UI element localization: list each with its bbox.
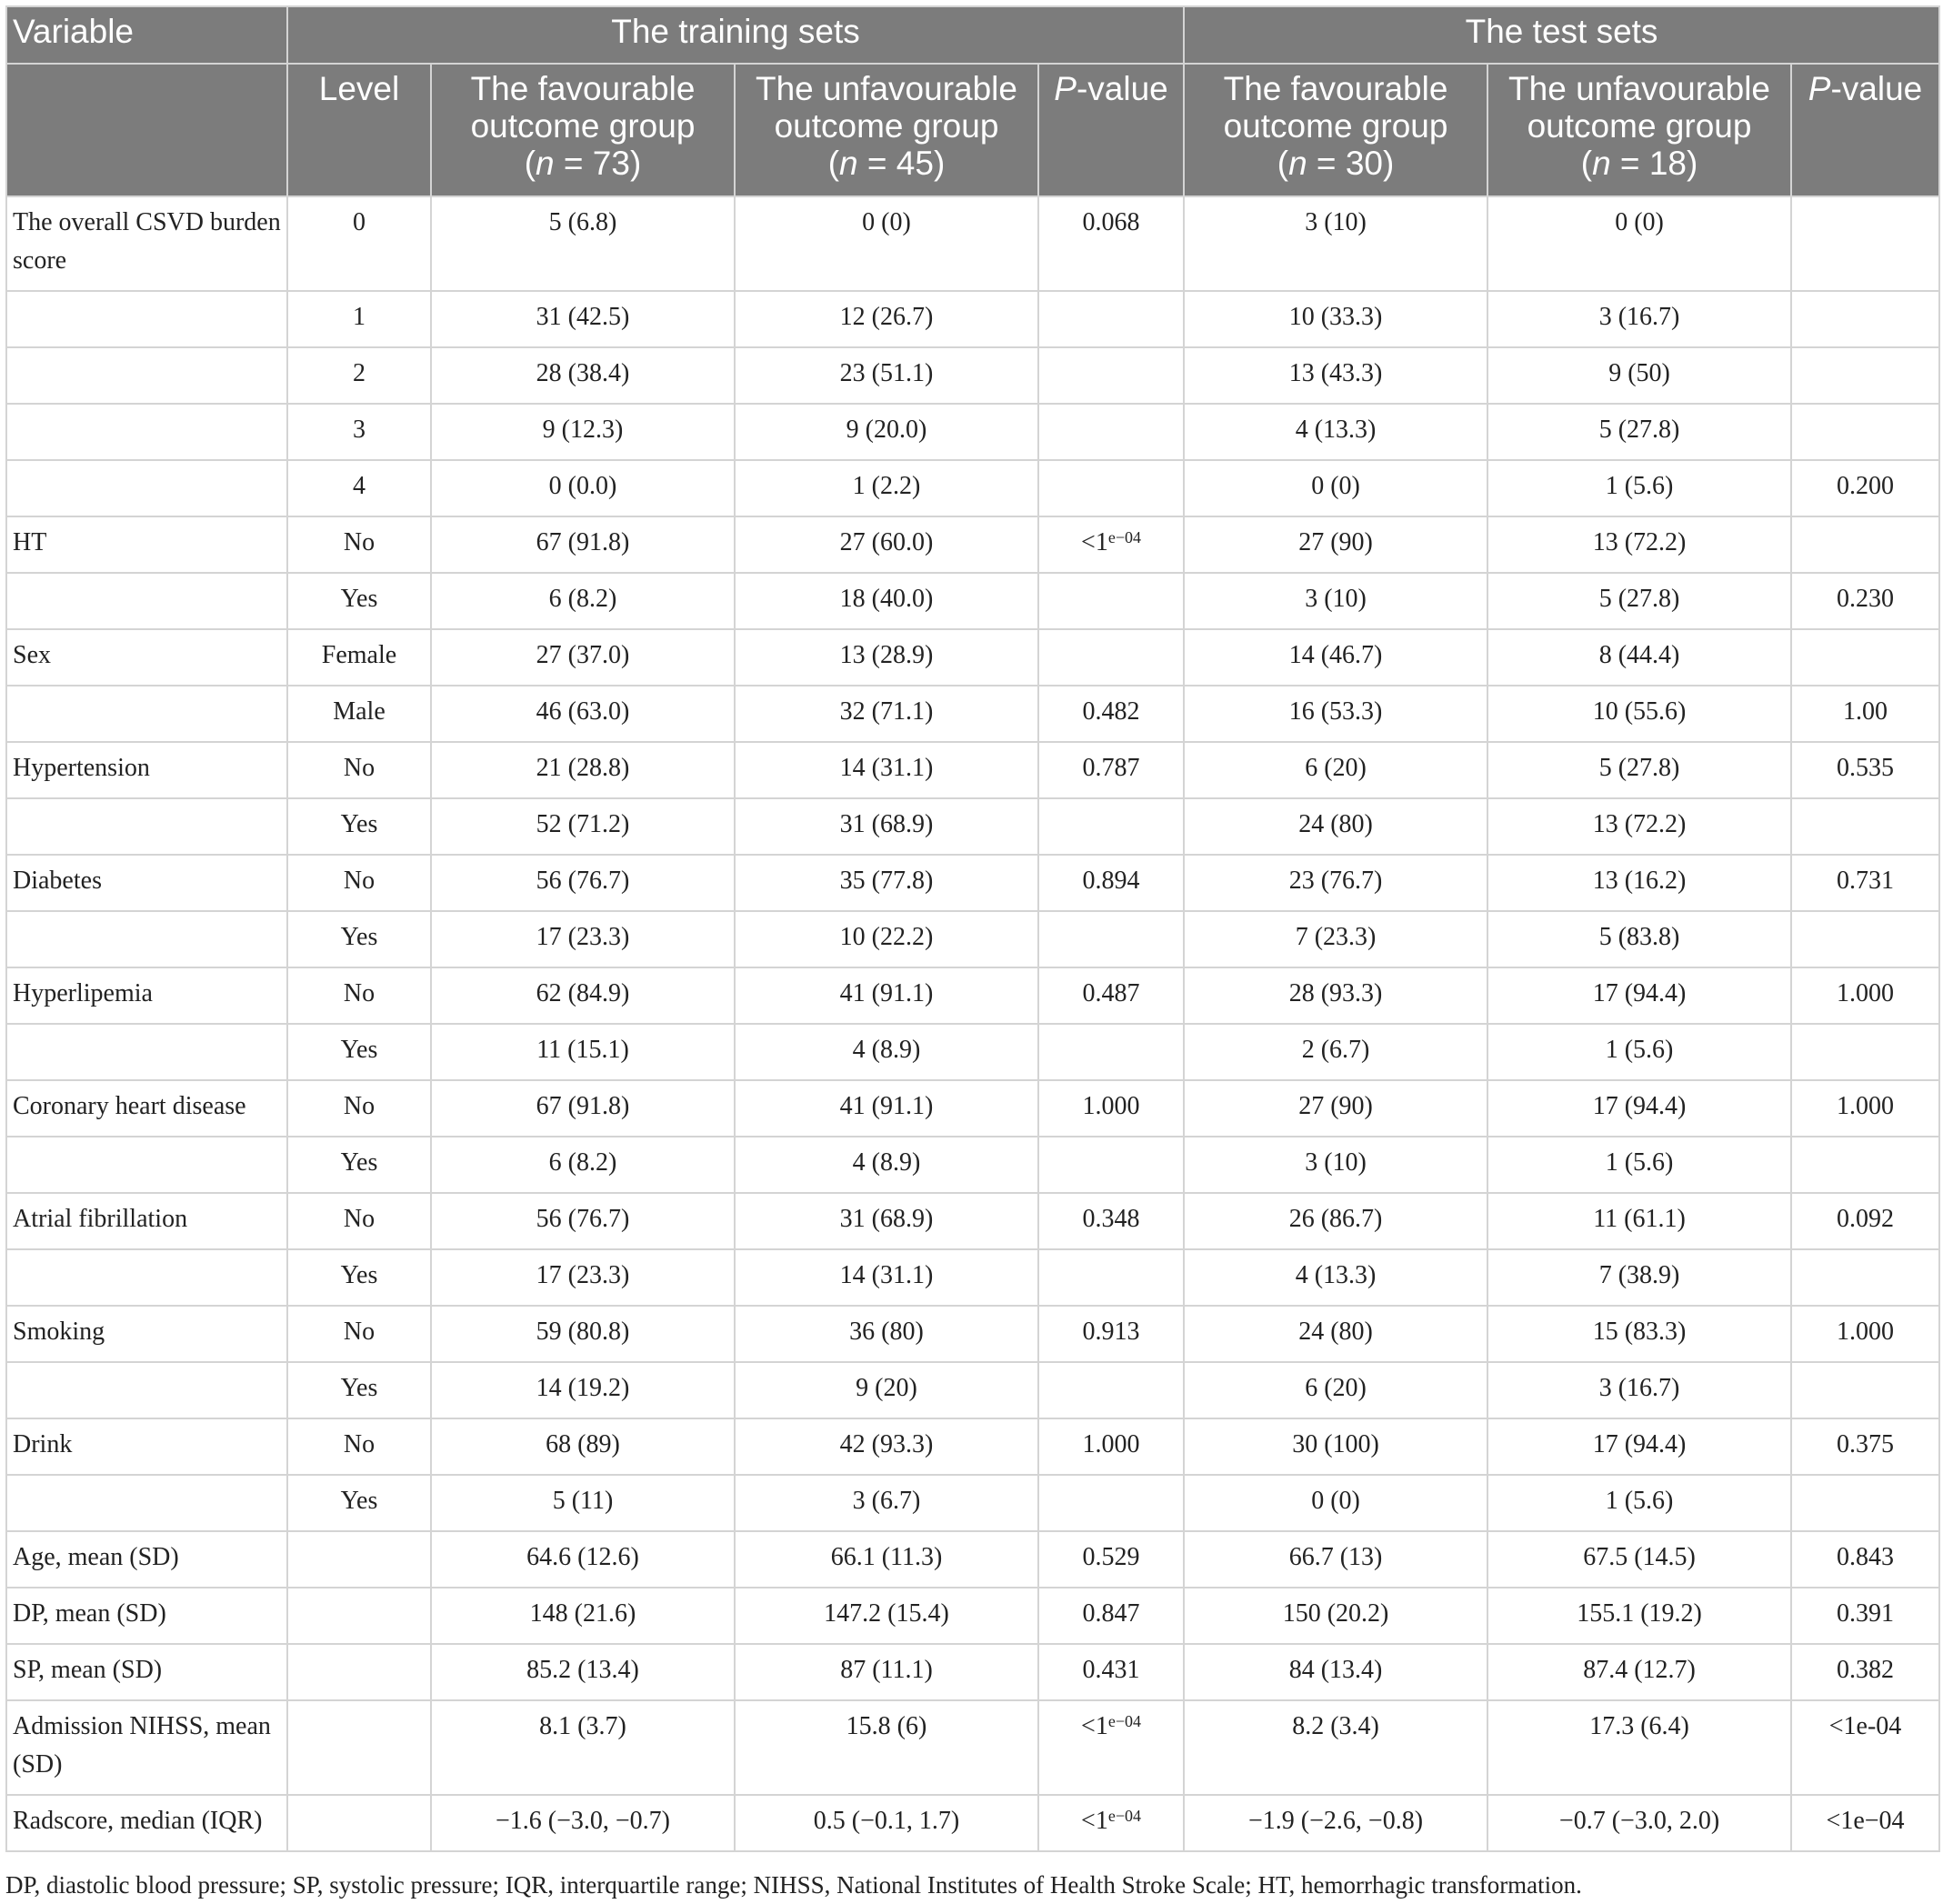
variable-cell bbox=[6, 911, 287, 967]
train-favourable-cell: 28 (38.4) bbox=[431, 347, 735, 404]
level-cell: 3 bbox=[287, 404, 431, 460]
header-empty bbox=[6, 64, 287, 196]
train-p-value-cell: 0.348 bbox=[1038, 1193, 1184, 1249]
test-p-value-cell: 1.000 bbox=[1791, 967, 1939, 1024]
train-unfavourable-cell: 42 (93.3) bbox=[735, 1418, 1038, 1475]
table-row bbox=[6, 1362, 1939, 1418]
test-favourable-cell: 28 (93.3) bbox=[1184, 967, 1487, 1024]
table-row bbox=[6, 1306, 1939, 1362]
train-unfav-n: 45 bbox=[896, 145, 934, 182]
level-cell: Male bbox=[287, 686, 431, 742]
table-row bbox=[6, 516, 1939, 573]
test-unfavourable-cell: 13 (72.2) bbox=[1487, 516, 1791, 573]
test-p-value-cell: 0.092 bbox=[1791, 1193, 1939, 1249]
train-favourable-cell: 31 (42.5) bbox=[431, 291, 735, 347]
test-unfavourable-cell: −0.7 (−3.0, 2.0) bbox=[1487, 1795, 1791, 1851]
test-unfavourable-cell: 3 (16.7) bbox=[1487, 1362, 1791, 1418]
train-p-value-cell bbox=[1038, 460, 1184, 516]
train-favourable-cell: 56 (76.7) bbox=[431, 855, 735, 911]
level-cell bbox=[287, 1531, 431, 1588]
test-p-value-cell: 0.375 bbox=[1791, 1418, 1939, 1475]
table-footnote: DP, diastolic blood pressure; SP, systolic pressure; IQR, interquartile range; NIHSS, National Institutes of Health Stroke Scale; HT, hemorrhagic transformation. bbox=[5, 1871, 1582, 1899]
test-p-value-cell bbox=[1791, 516, 1939, 573]
test-favourable-cell: 150 (20.2) bbox=[1184, 1588, 1487, 1644]
table-row bbox=[6, 196, 1939, 291]
train-p-value-cell bbox=[1038, 1475, 1184, 1531]
test-p-value-cell: 1.00 bbox=[1791, 686, 1939, 742]
header-training-sets: The training sets bbox=[287, 6, 1184, 64]
variable-cell bbox=[6, 573, 287, 629]
train-p-value-cell: 0.787 bbox=[1038, 742, 1184, 798]
variable-cell: Diabetes bbox=[6, 855, 287, 911]
train-favourable-cell: 8.1 (3.7) bbox=[431, 1700, 735, 1795]
baseline-characteristics-table bbox=[5, 5, 1940, 1852]
train-unfavourable-cell: 18 (40.0) bbox=[735, 573, 1038, 629]
train-favourable-cell: 17 (23.3) bbox=[431, 911, 735, 967]
test-favourable-cell: 27 (90) bbox=[1184, 516, 1487, 573]
test-favourable-cell: 6 (20) bbox=[1184, 742, 1487, 798]
train-favourable-cell: 17 (23.3) bbox=[431, 1249, 735, 1306]
train-p-value-cell: 1.000 bbox=[1038, 1418, 1184, 1475]
train-unfavourable-cell: 4 (8.9) bbox=[735, 1137, 1038, 1193]
train-favourable-cell: 5 (11) bbox=[431, 1475, 735, 1531]
header-level: Level bbox=[287, 64, 431, 196]
level-cell: No bbox=[287, 855, 431, 911]
train-unfavourable-cell: 23 (51.1) bbox=[735, 347, 1038, 404]
train-p-value-cell: 0.529 bbox=[1038, 1531, 1184, 1588]
train-favourable-cell: 0 (0.0) bbox=[431, 460, 735, 516]
train-favourable-cell: 68 (89) bbox=[431, 1418, 735, 1475]
train-p-value-cell: 0.894 bbox=[1038, 855, 1184, 911]
table-row bbox=[6, 1475, 1939, 1531]
table-row bbox=[6, 1249, 1939, 1306]
test-p-value-cell bbox=[1791, 798, 1939, 855]
header-variable: Variable bbox=[6, 6, 287, 64]
header-train-unfavourable: The unfavourable outcome group (n = 45) bbox=[735, 64, 1038, 196]
train-favourable-cell: 67 (91.8) bbox=[431, 1080, 735, 1137]
test-favourable-cell: 3 (10) bbox=[1184, 196, 1487, 291]
header-test-unfavourable: The unfavourable outcome group (n = 18) bbox=[1487, 64, 1791, 196]
test-favourable-cell: 66.7 (13) bbox=[1184, 1531, 1487, 1588]
table-row bbox=[6, 460, 1939, 516]
level-cell: No bbox=[287, 742, 431, 798]
train-favourable-cell: 85.2 (13.4) bbox=[431, 1644, 735, 1700]
header-unfav-line1: The unfavourable bbox=[756, 70, 1017, 107]
test-p-value-cell bbox=[1791, 1249, 1939, 1306]
p-value-exponent: e−04 bbox=[1107, 1807, 1141, 1825]
test-fav-n: 30 bbox=[1345, 145, 1383, 182]
test-favourable-cell: 84 (13.4) bbox=[1184, 1644, 1487, 1700]
header-test-favourable: The favourable outcome group (n = 30) bbox=[1184, 64, 1487, 196]
test-favourable-cell: 10 (33.3) bbox=[1184, 291, 1487, 347]
p-value-exponent: e−04 bbox=[1107, 528, 1141, 546]
table-row bbox=[6, 1024, 1939, 1080]
test-p-value-cell: <1e−04 bbox=[1791, 1795, 1939, 1851]
train-unfavourable-cell: 36 (80) bbox=[735, 1306, 1038, 1362]
test-p-value-cell: 1.000 bbox=[1791, 1080, 1939, 1137]
table-row bbox=[6, 686, 1939, 742]
test-unfavourable-cell: 3 (16.7) bbox=[1487, 291, 1791, 347]
test-favourable-cell: 0 (0) bbox=[1184, 1475, 1487, 1531]
test-p-value-cell bbox=[1791, 291, 1939, 347]
header-fav-line1: The favourable bbox=[470, 70, 696, 107]
train-unfavourable-cell: 4 (8.9) bbox=[735, 1024, 1038, 1080]
train-unfavourable-cell: 41 (91.1) bbox=[735, 1080, 1038, 1137]
test-unfav-n: 18 bbox=[1648, 145, 1687, 182]
test-favourable-cell: 3 (10) bbox=[1184, 1137, 1487, 1193]
train-favourable-cell: 14 (19.2) bbox=[431, 1362, 735, 1418]
train-unfavourable-cell: 1 (2.2) bbox=[735, 460, 1038, 516]
test-unfavourable-cell: 1 (5.6) bbox=[1487, 1024, 1791, 1080]
train-unfavourable-cell: 12 (26.7) bbox=[735, 291, 1038, 347]
test-favourable-cell: 24 (80) bbox=[1184, 798, 1487, 855]
train-unfavourable-cell: 14 (31.1) bbox=[735, 1249, 1038, 1306]
train-p-value-cell bbox=[1038, 404, 1184, 460]
test-favourable-cell: 14 (46.7) bbox=[1184, 629, 1487, 686]
header-train-p-value: P-value bbox=[1038, 64, 1184, 196]
train-favourable-cell: 46 (63.0) bbox=[431, 686, 735, 742]
test-unfavourable-cell: 17 (94.4) bbox=[1487, 1080, 1791, 1137]
train-p-value-cell: 0.913 bbox=[1038, 1306, 1184, 1362]
variable-cell bbox=[6, 347, 287, 404]
train-favourable-cell: 6 (8.2) bbox=[431, 1137, 735, 1193]
train-p-value-cell: $<1^{e-04}$ bbox=[1038, 1700, 1184, 1795]
header-test-p-value: P-value bbox=[1791, 64, 1939, 196]
test-p-value-cell bbox=[1791, 196, 1939, 291]
train-unfavourable-cell: 9 (20.0) bbox=[735, 404, 1038, 460]
test-unfavourable-cell: 15 (83.3) bbox=[1487, 1306, 1791, 1362]
level-cell: Yes bbox=[287, 1249, 431, 1306]
test-p-value-cell bbox=[1791, 911, 1939, 967]
train-p-value-cell: 0.847 bbox=[1038, 1588, 1184, 1644]
train-p-value-cell: $<1^{e-04}$ bbox=[1038, 516, 1184, 573]
variable-cell: Drink bbox=[6, 1418, 287, 1475]
test-p-value-cell: <1e-04 bbox=[1791, 1700, 1939, 1795]
test-unfavourable-cell: 17 (94.4) bbox=[1487, 1418, 1791, 1475]
train-p-value-cell bbox=[1038, 629, 1184, 686]
test-unfavourable-cell: 0 (0) bbox=[1487, 196, 1791, 291]
level-cell: No bbox=[287, 1306, 431, 1362]
header-fav-line2: outcome group bbox=[470, 107, 696, 145]
level-cell: Yes bbox=[287, 1137, 431, 1193]
test-favourable-cell: 23 (76.7) bbox=[1184, 855, 1487, 911]
variable-cell: Hyperlipemia bbox=[6, 967, 287, 1024]
train-unfavourable-cell: 15.8 (6) bbox=[735, 1700, 1038, 1795]
test-p-value-cell bbox=[1791, 347, 1939, 404]
test-favourable-cell: 27 (90) bbox=[1184, 1080, 1487, 1137]
test-favourable-cell: 30 (100) bbox=[1184, 1418, 1487, 1475]
train-favourable-cell: 64.6 (12.6) bbox=[431, 1531, 735, 1588]
test-favourable-cell: 4 (13.3) bbox=[1184, 404, 1487, 460]
train-p-value-cell bbox=[1038, 573, 1184, 629]
test-p-value-cell bbox=[1791, 404, 1939, 460]
train-p-value-cell bbox=[1038, 1137, 1184, 1193]
variable-cell bbox=[6, 1249, 287, 1306]
test-favourable-cell: 2 (6.7) bbox=[1184, 1024, 1487, 1080]
test-unfavourable-cell: 13 (72.2) bbox=[1487, 798, 1791, 855]
test-favourable-cell: 4 (13.3) bbox=[1184, 1249, 1487, 1306]
header-unfav-line2: outcome group bbox=[774, 107, 999, 145]
table-row bbox=[6, 1418, 1939, 1475]
train-p-value-cell bbox=[1038, 911, 1184, 967]
table-row bbox=[6, 404, 1939, 460]
test-unfavourable-cell: 1 (5.6) bbox=[1487, 1137, 1791, 1193]
test-unfavourable-cell: 10 (55.6) bbox=[1487, 686, 1791, 742]
test-favourable-cell: 16 (53.3) bbox=[1184, 686, 1487, 742]
level-cell: Yes bbox=[287, 911, 431, 967]
train-p-value-cell: $<1^{e-04}$ bbox=[1038, 1795, 1184, 1851]
level-cell: No bbox=[287, 516, 431, 573]
table-row bbox=[6, 1531, 1939, 1588]
header-test-sets: The test sets bbox=[1184, 6, 1939, 64]
train-unfavourable-cell: 27 (60.0) bbox=[735, 516, 1038, 573]
level-cell: No bbox=[287, 1193, 431, 1249]
train-fav-n: 73 bbox=[592, 145, 630, 182]
train-p-value-cell bbox=[1038, 1362, 1184, 1418]
train-favourable-cell: 67 (91.8) bbox=[431, 516, 735, 573]
table-row bbox=[6, 291, 1939, 347]
header-train-favourable: The favourable outcome group (n = 73) bbox=[431, 64, 735, 196]
level-cell: 0 bbox=[287, 196, 431, 291]
level-cell: 4 bbox=[287, 460, 431, 516]
table-row bbox=[6, 347, 1939, 404]
train-unfavourable-cell: 31 (68.9) bbox=[735, 1193, 1038, 1249]
test-unfavourable-cell: 5 (27.8) bbox=[1487, 742, 1791, 798]
test-unfavourable-cell: 155.1 (19.2) bbox=[1487, 1588, 1791, 1644]
table-row bbox=[6, 1588, 1939, 1644]
level-cell: Yes bbox=[287, 1362, 431, 1418]
variable-cell bbox=[6, 1475, 287, 1531]
variable-cell: Sex bbox=[6, 629, 287, 686]
train-p-value-cell bbox=[1038, 347, 1184, 404]
variable-cell: Coronary heart disease bbox=[6, 1080, 287, 1137]
level-cell bbox=[287, 1588, 431, 1644]
train-favourable-cell: 9 (12.3) bbox=[431, 404, 735, 460]
level-cell: No bbox=[287, 1080, 431, 1137]
train-favourable-cell: 21 (28.8) bbox=[431, 742, 735, 798]
variable-cell bbox=[6, 1137, 287, 1193]
test-p-value-cell: 0.230 bbox=[1791, 573, 1939, 629]
level-cell: No bbox=[287, 1418, 431, 1475]
test-p-value-cell: 0.391 bbox=[1791, 1588, 1939, 1644]
test-unfavourable-cell: 5 (27.8) bbox=[1487, 404, 1791, 460]
train-favourable-cell: 11 (15.1) bbox=[431, 1024, 735, 1080]
header-row-groups bbox=[6, 6, 1939, 64]
train-p-value-cell bbox=[1038, 291, 1184, 347]
level-cell: Yes bbox=[287, 1024, 431, 1080]
variable-cell: SP, mean (SD) bbox=[6, 1644, 287, 1700]
test-favourable-cell: 24 (80) bbox=[1184, 1306, 1487, 1362]
level-cell: Yes bbox=[287, 798, 431, 855]
table-row bbox=[6, 798, 1939, 855]
table-row bbox=[6, 1644, 1939, 1700]
level-cell: No bbox=[287, 967, 431, 1024]
test-p-value-cell: 0.731 bbox=[1791, 855, 1939, 911]
train-unfavourable-cell: 41 (91.1) bbox=[735, 967, 1038, 1024]
table-row bbox=[6, 1080, 1939, 1137]
train-favourable-cell: 27 (37.0) bbox=[431, 629, 735, 686]
train-p-value-cell: 0.482 bbox=[1038, 686, 1184, 742]
test-unfavourable-cell: 11 (61.1) bbox=[1487, 1193, 1791, 1249]
test-unfavourable-cell: 7 (38.9) bbox=[1487, 1249, 1791, 1306]
table-row bbox=[6, 629, 1939, 686]
train-p-value-cell bbox=[1038, 1249, 1184, 1306]
variable-cell: Hypertension bbox=[6, 742, 287, 798]
test-favourable-cell: 8.2 (3.4) bbox=[1184, 1700, 1487, 1795]
train-p-value-cell bbox=[1038, 798, 1184, 855]
test-unfavourable-cell: 87.4 (12.7) bbox=[1487, 1644, 1791, 1700]
table-row bbox=[6, 573, 1939, 629]
train-p-value-cell: 1.000 bbox=[1038, 1080, 1184, 1137]
train-p-value-cell: 0.431 bbox=[1038, 1644, 1184, 1700]
variable-cell: Atrial fibrillation bbox=[6, 1193, 287, 1249]
level-cell bbox=[287, 1700, 431, 1795]
test-favourable-cell: 13 (43.3) bbox=[1184, 347, 1487, 404]
table-row bbox=[6, 911, 1939, 967]
level-cell bbox=[287, 1795, 431, 1851]
level-cell: Yes bbox=[287, 573, 431, 629]
table-row bbox=[6, 967, 1939, 1024]
variable-cell bbox=[6, 404, 287, 460]
variable-cell: Admission NIHSS, mean (SD) bbox=[6, 1700, 287, 1795]
table-body bbox=[6, 196, 1939, 1851]
p-value-exponent: e−04 bbox=[1107, 1712, 1141, 1730]
table-row bbox=[6, 742, 1939, 798]
train-unfavourable-cell: 0.5 (−0.1, 1.7) bbox=[735, 1795, 1038, 1851]
variable-cell: DP, mean (SD) bbox=[6, 1588, 287, 1644]
test-p-value-cell bbox=[1791, 1137, 1939, 1193]
level-cell: Yes bbox=[287, 1475, 431, 1531]
test-unfavourable-cell: 1 (5.6) bbox=[1487, 1475, 1791, 1531]
test-unfavourable-cell: 13 (16.2) bbox=[1487, 855, 1791, 911]
test-unfavourable-cell: 17.3 (6.4) bbox=[1487, 1700, 1791, 1795]
variable-cell bbox=[6, 1024, 287, 1080]
level-cell: 2 bbox=[287, 347, 431, 404]
test-p-value-cell bbox=[1791, 1475, 1939, 1531]
train-unfavourable-cell: 35 (77.8) bbox=[735, 855, 1038, 911]
test-unfavourable-cell: 67.5 (14.5) bbox=[1487, 1531, 1791, 1588]
variable-cell: Smoking bbox=[6, 1306, 287, 1362]
train-unfavourable-cell: 0 (0) bbox=[735, 196, 1038, 291]
train-unfavourable-cell: 147.2 (15.4) bbox=[735, 1588, 1038, 1644]
test-favourable-cell: 26 (86.7) bbox=[1184, 1193, 1487, 1249]
train-favourable-cell: 52 (71.2) bbox=[431, 798, 735, 855]
test-favourable-cell: 3 (10) bbox=[1184, 573, 1487, 629]
train-unfavourable-cell: 10 (22.2) bbox=[735, 911, 1038, 967]
train-favourable-cell: 148 (21.6) bbox=[431, 1588, 735, 1644]
train-unfavourable-cell: 87 (11.1) bbox=[735, 1644, 1038, 1700]
test-p-value-cell: 0.382 bbox=[1791, 1644, 1939, 1700]
variable-cell bbox=[6, 798, 287, 855]
train-p-value-cell: 0.068 bbox=[1038, 196, 1184, 291]
test-p-value-cell bbox=[1791, 1024, 1939, 1080]
table-row bbox=[6, 1193, 1939, 1249]
test-unfavourable-cell: 5 (83.8) bbox=[1487, 911, 1791, 967]
test-favourable-cell: −1.9 (−2.6, −0.8) bbox=[1184, 1795, 1487, 1851]
level-cell: Female bbox=[287, 629, 431, 686]
variable-cell: Radscore, median (IQR) bbox=[6, 1795, 287, 1851]
variable-cell: The overall CSVD burden score bbox=[6, 196, 287, 291]
variable-cell bbox=[6, 686, 287, 742]
train-favourable-cell: 56 (76.7) bbox=[431, 1193, 735, 1249]
variable-cell: Age, mean (SD) bbox=[6, 1531, 287, 1588]
data-table-container bbox=[5, 5, 1938, 1852]
test-p-value-cell bbox=[1791, 1362, 1939, 1418]
train-favourable-cell: 6 (8.2) bbox=[431, 573, 735, 629]
train-unfavourable-cell: 14 (31.1) bbox=[735, 742, 1038, 798]
train-unfavourable-cell: 13 (28.9) bbox=[735, 629, 1038, 686]
test-p-value-cell: 1.000 bbox=[1791, 1306, 1939, 1362]
test-unfavourable-cell: 5 (27.8) bbox=[1487, 573, 1791, 629]
table-row bbox=[6, 1137, 1939, 1193]
test-unfavourable-cell: 1 (5.6) bbox=[1487, 460, 1791, 516]
test-favourable-cell: 6 (20) bbox=[1184, 1362, 1487, 1418]
variable-cell bbox=[6, 291, 287, 347]
test-unfavourable-cell: 8 (44.4) bbox=[1487, 629, 1791, 686]
variable-cell bbox=[6, 1362, 287, 1418]
train-favourable-cell: 62 (84.9) bbox=[431, 967, 735, 1024]
train-unfavourable-cell: 9 (20) bbox=[735, 1362, 1038, 1418]
train-unfavourable-cell: 32 (71.1) bbox=[735, 686, 1038, 742]
table-row bbox=[6, 855, 1939, 911]
train-unfavourable-cell: 66.1 (11.3) bbox=[735, 1531, 1038, 1588]
train-unfavourable-cell: 3 (6.7) bbox=[735, 1475, 1038, 1531]
level-cell bbox=[287, 1644, 431, 1700]
test-p-value-cell: 0.200 bbox=[1791, 460, 1939, 516]
train-p-value-cell: 0.487 bbox=[1038, 967, 1184, 1024]
train-favourable-cell: −1.6 (−3.0, −0.7) bbox=[431, 1795, 735, 1851]
test-unfavourable-cell: 17 (94.4) bbox=[1487, 967, 1791, 1024]
level-cell: 1 bbox=[287, 291, 431, 347]
test-p-value-cell: 0.843 bbox=[1791, 1531, 1939, 1588]
test-favourable-cell: 7 (23.3) bbox=[1184, 911, 1487, 967]
table-row bbox=[6, 1795, 1939, 1851]
train-unfavourable-cell: 31 (68.9) bbox=[735, 798, 1038, 855]
variable-cell: HT bbox=[6, 516, 287, 573]
test-p-value-cell bbox=[1791, 629, 1939, 686]
test-unfavourable-cell: 9 (50) bbox=[1487, 347, 1791, 404]
test-p-value-cell: 0.535 bbox=[1791, 742, 1939, 798]
table-row bbox=[6, 1700, 1939, 1795]
header-row-columns bbox=[6, 64, 1939, 196]
train-favourable-cell: 5 (6.8) bbox=[431, 196, 735, 291]
variable-cell bbox=[6, 460, 287, 516]
test-favourable-cell: 0 (0) bbox=[1184, 460, 1487, 516]
train-favourable-cell: 59 (80.8) bbox=[431, 1306, 735, 1362]
train-p-value-cell bbox=[1038, 1024, 1184, 1080]
